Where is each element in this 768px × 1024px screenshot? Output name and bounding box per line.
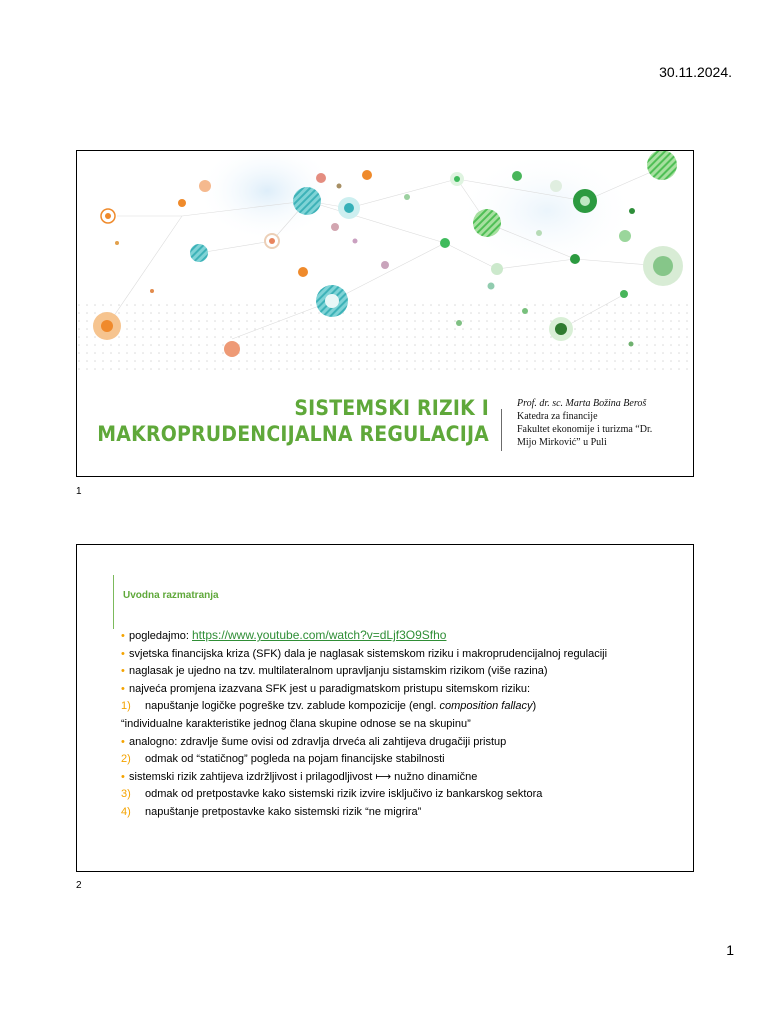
bullet-icon: •: [121, 735, 125, 748]
slide-number-1: 1: [76, 486, 82, 497]
list-item: • analogno: zdravlje šume ovisi od zdravlja drveća ali zahtijeva drugačiji pristup: [121, 734, 683, 752]
title-divider: [501, 409, 502, 451]
numbered-item: 1) napuštanje logičke pogreške tzv. zablude kompozicije (engl. composition fallacy): [121, 700, 537, 713]
bullet-icon: •: [121, 770, 125, 783]
bullet-icon: •: [121, 630, 125, 642]
youtube-link[interactable]: https://www.youtube.com/watch?v=dLjf3O9Sfho: [192, 628, 447, 642]
slide-content: [121, 627, 683, 822]
numbered-item: 4) napuštanje pretpostavke kako sistemski rizik “ne migrira”: [121, 805, 422, 818]
bullet-icon: •: [121, 665, 125, 678]
list-item: • sistemski rizik zahtijeva izdržljivost i prilagodljivost ⟼ nužno dinamične: [121, 769, 683, 787]
numbered-item: 2) odmak od “statičnog” pogleda na pojam financijske stabilnosti: [121, 753, 445, 766]
title-block: [77, 391, 694, 461]
list-item: • naglasak je ujedno na tzv. multilateralnom upravljanju sistamskim rizikom (više razina): [121, 663, 683, 681]
section-title: Uvodna razmatranja: [123, 590, 219, 601]
network-illustration: [77, 151, 694, 371]
title-line-2: MAKROPRUDENCIJALNA REGULACIJA: [97, 422, 489, 446]
print-date: 30.11.2024.: [659, 64, 732, 80]
author-info: [517, 397, 687, 449]
slide-intro: [76, 544, 694, 872]
page-number: 1: [726, 942, 734, 958]
bullet-icon: •: [121, 682, 125, 695]
numbered-item: 3) odmak od pretpostavke kako sistemski rizik izvire isključivo iz bankarskog sektora: [121, 788, 543, 801]
slide-number-2: 2: [76, 880, 82, 891]
title-line-1: SISTEMSKI RIZIK I: [294, 396, 489, 420]
bullet-icon: •: [121, 647, 125, 660]
author-faculty-line1: Fakultet ekonomije i turizma “Dr.: [517, 424, 653, 435]
list-item: • pogledajmo: https://www.youtube.com/watch?v=dLjf3O9Sfho: [121, 627, 683, 646]
slide-title: [76, 150, 694, 477]
quote-line: “individualne karakteristike jednog člana skupine odnose se na skupinu”: [121, 717, 471, 730]
list-item: • najveća promjena izazvana SFK jest u paradigmatskom pristupu sitemskom riziku:: [121, 681, 683, 699]
author-department: Katedra za financije: [517, 411, 598, 422]
author-name: Prof. dr. sc. Marta Božina Beroš: [517, 398, 647, 409]
section-accent-bar: [113, 575, 114, 629]
slide-title-text: [97, 395, 489, 447]
list-item: • svjetska financijska kriza (SFK) dala je naglasak sistemskom riziku i makroprudencijalnoj regulaciji: [121, 646, 683, 664]
author-faculty-line2: Mijo Mirković” u Puli: [517, 437, 607, 448]
